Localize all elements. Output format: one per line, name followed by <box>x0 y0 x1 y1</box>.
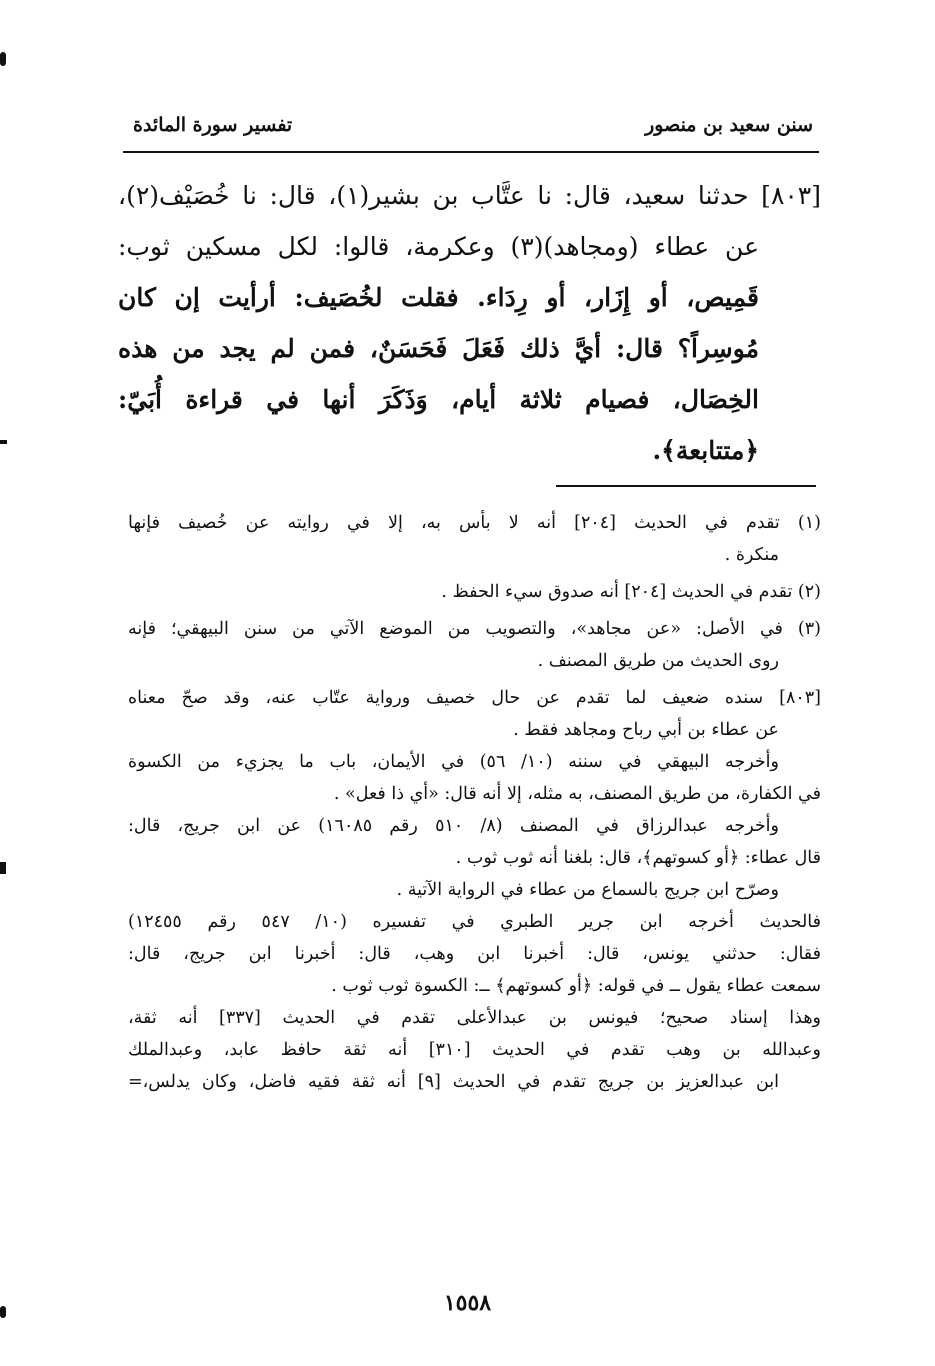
commentary-line: [٨٠٣] سنده ضعيف لما تقدم عن حال خصيف ورواية عتّاب عنه، وقد صحّ معناه <box>128 688 821 708</box>
commentary-line: وعبدالله بن وهب تقدم في الحديث [٣١٠] أنه ثقة حافظ عابد، وعبدالملك <box>128 1040 821 1060</box>
footnote-separator <box>556 485 816 487</box>
commentary-paragraph <box>128 906 821 1002</box>
commentary-line: في الكفارة، من طريق المصنف، به مثله، إلا أنه قال: «أي ذا فعل» . <box>333 784 821 804</box>
commentary-paragraph <box>128 1002 821 1098</box>
commentary-paragraph <box>128 682 821 746</box>
commentary-paragraph <box>128 874 821 906</box>
footnote-line: روى الحديث من طريق المصنف . <box>537 651 779 671</box>
commentary-line: سمعت عطاء يقول ــ في قوله: ﴿أو كسوتهم﴾ ــ: الكسوة ثوب ثوب . <box>331 976 821 996</box>
hadith-line: ﴿متتابعة﴾. <box>652 436 759 465</box>
scan-mark <box>0 862 6 874</box>
header-rule <box>123 151 819 153</box>
hadith-line: [٨٠٣] حدثنا سعيد، قال: نا عتَّاب بن بشير(١)، قال: نا خُصَيْف(٢)، <box>118 181 821 210</box>
hadith-text <box>118 170 821 476</box>
footnote-line: منكرة . <box>724 545 779 565</box>
scan-mark <box>0 440 7 444</box>
commentary-line: وصرّح ابن جريج بالسماع من عطاء في الرواية الآتية . <box>396 880 779 900</box>
commentary-paragraph <box>128 746 821 810</box>
commentary-line: قال عطاء: ﴿أو كسوتهم﴾، قال: بلغنا أنه ثوب ثوب . <box>455 848 821 868</box>
commentary-line: عن عطاء بن أبي رباح ومجاهد فقط . <box>513 720 779 740</box>
running-header-section-title: تفسير سورة المائدة <box>133 114 293 136</box>
scan-mark <box>0 52 6 66</box>
notes-block <box>128 507 821 1098</box>
footnote-line: (٢) تقدم في الحديث [٢٠٤] أنه صدوق سيء الحفظ . <box>441 582 821 602</box>
running-header-book-title: سنن سعيد بن منصور <box>645 114 813 136</box>
footnote <box>128 507 821 571</box>
commentary-line: وهذا إسناد صحيح؛ فيونس بن عبدالأعلى تقدم في الحديث [٣٣٧] أنه ثقة، <box>128 1008 822 1028</box>
commentary-paragraph <box>128 810 821 874</box>
hadith-line: عن عطاء (ومجاهد)(٣) وعكرمة، قالوا: لكل مسكين ثوب: <box>118 232 759 261</box>
footnote <box>128 613 821 677</box>
footnote <box>128 576 821 608</box>
footnote-line: (٣) في الأصل: «عن مجاهد»، والتصويب من الموضع الآتي من سنن البيهقي؛ فإنه <box>128 619 821 639</box>
page-number: ١٥٥٨ <box>443 1290 492 1316</box>
commentary-line: فقال: حدثني يونس، قال: أخبرنا ابن وهب، قال: أخبرنا ابن جريج، قال: <box>128 944 821 964</box>
commentary-line: وأخرجه عبدالرزاق في المصنف (٨/ ٥١٠ رقم ١٦٠٨٥) عن ابن جريج، قال: <box>128 816 779 836</box>
commentary-line: وأخرجه البيهقي في سننه (١٠/ ٥٦) في الأيمان، باب ما يجزيء من الكسوة <box>128 752 779 772</box>
hadith-line: الخِصَال، فصيام ثلاثة أيام، وَذَكَرَ أنها في قراءة أُبَيّ: <box>118 385 759 414</box>
hadith-line: قَمِيص، أو إِزَار، أو رِدَاء. فقلت لخُصَيف: أرأيت إن كان <box>118 283 759 312</box>
commentary-line: فالحديث أخرجه ابن جرير الطبري في تفسيره (١٠/ ٥٤٧ رقم ١٢٤٥٥) <box>128 912 822 932</box>
hadith-line: مُوسِراً؟ قال: أيَّ ذلك فَعَلَ فَحَسَنٌ، فمن لم يجد من هذه <box>118 334 759 363</box>
footnote-line: (١) تقدم في الحديث [٢٠٤] أنه لا بأس به، إلا في روايته عن خُصيف فإنها <box>128 513 821 533</box>
commentary-line: ابن عبدالعزيز بن جريج تقدم في الحديث [٩] أنه ثقة فقيه فاضل، وكان يدلس،= <box>128 1072 779 1092</box>
